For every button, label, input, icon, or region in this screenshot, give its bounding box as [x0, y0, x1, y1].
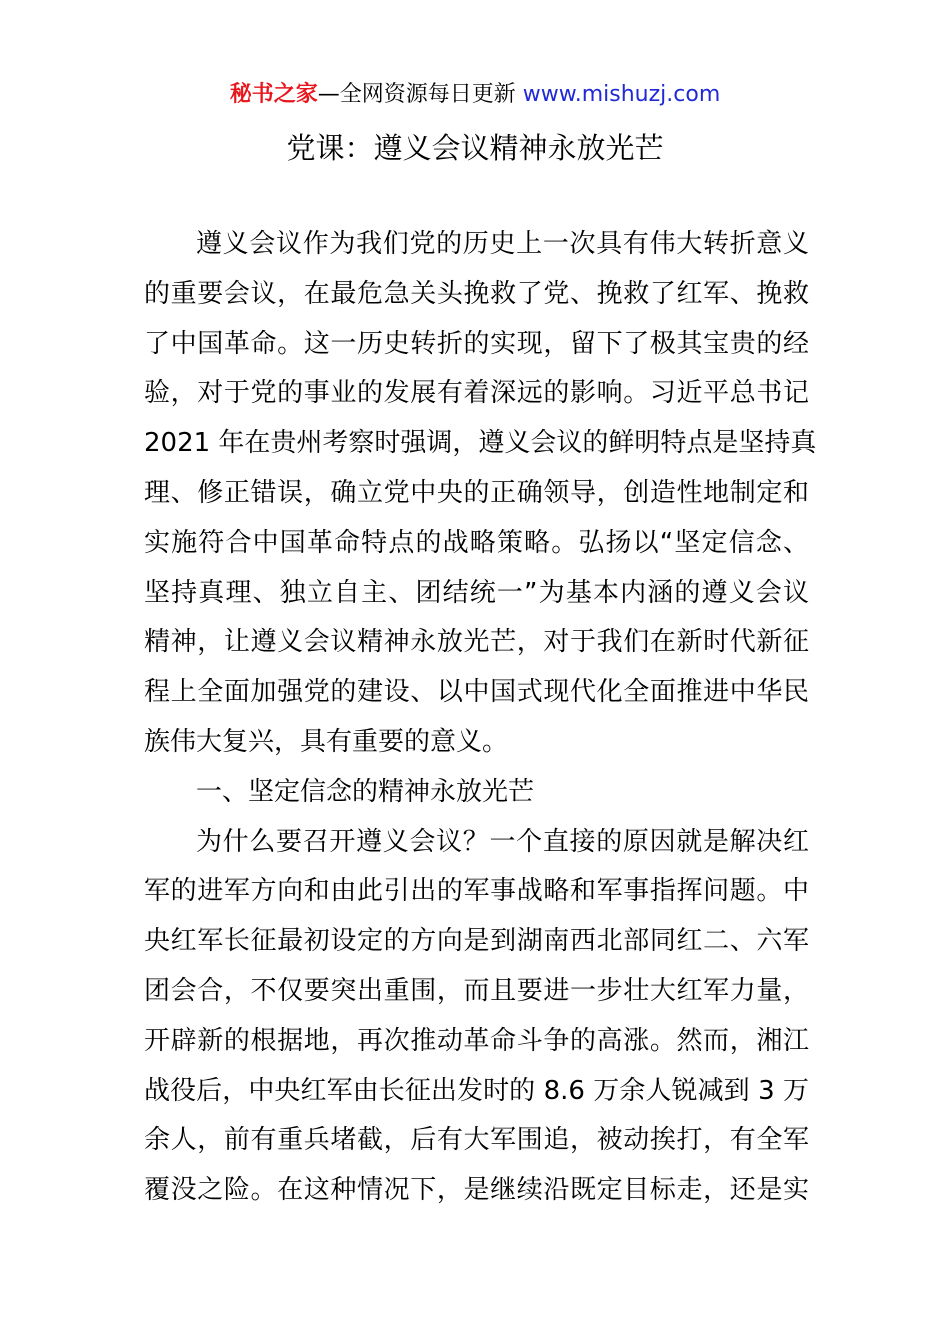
- header-tagline: —全网资源每日更新: [317, 82, 516, 107]
- text-line: 团会合，不仅要突出重围，而且要进一步壮大红军力量，: [144, 975, 809, 1006]
- text-line: 遵义会议作为我们党的历史上一次具有伟大转折意义: [196, 229, 809, 259]
- text-line: 精神，让遵义会议精神永放光芒，对于我们在新时代新征: [144, 627, 809, 658]
- text-line: 验，对于党的事业的发展有着深远的影响。习近平总书记: [144, 378, 809, 409]
- text-line: 了中国革命。这一历史转折的实现，留下了极其宝贵的经: [144, 328, 809, 359]
- text-line: 覆没之险。在这种情况下，是继续沿既定目标走，还是实: [144, 1175, 809, 1206]
- text-line: 程上全面加强党的建设、以中国式现代化全面推进中华民: [144, 677, 809, 708]
- text-line: 族伟大复兴，具有重要的意义。: [144, 726, 509, 757]
- text-line: 2021 年在贵州考察时强调，遵义会议的鲜明特点是坚持真: [144, 428, 817, 459]
- text-line: 军的进军方向和由此引出的军事战略和军事指挥问题。中: [144, 876, 809, 907]
- document-body: [144, 220, 817, 1216]
- text-line: 理、修正错误，确立党中央的正确领导，创造性地制定和: [144, 477, 809, 508]
- text-line: 为什么要召开遵义会议？一个直接的原因就是解决红: [196, 826, 809, 857]
- text-line: 余人，前有重兵堵截，后有大军围追，被动挨打，有全军: [144, 1125, 809, 1156]
- text-line: 开辟新的根据地，再次推动革命斗争的高涨。然而，湘江: [144, 1025, 809, 1056]
- site-url-link[interactable]: www.mishuzj.com: [522, 82, 721, 107]
- brand-name: 秘书之家: [229, 82, 318, 107]
- text-line: 实施符合中国革命特点的战略策略。弘扬以“坚定信念、: [144, 527, 809, 558]
- text-line: 的重要会议，在最危急关头挽救了党、挽救了红军、挽救: [144, 278, 809, 309]
- document-title: 党课：遵义会议精神永放光芒: [286, 131, 664, 165]
- text-line: 坚持真理、独立自主、团结统一”为基本内涵的遵义会议: [144, 577, 809, 608]
- site-header: [0, 80, 950, 110]
- section-heading: 一、坚定信念的精神永放光芒: [196, 776, 535, 807]
- text-line: 战役后，中央红军由长征出发时的 8.6 万余人锐减到 3 万: [144, 1075, 809, 1106]
- text-line: 央红军长征最初设定的方向是到湖南西北部同红二、六军: [144, 926, 809, 957]
